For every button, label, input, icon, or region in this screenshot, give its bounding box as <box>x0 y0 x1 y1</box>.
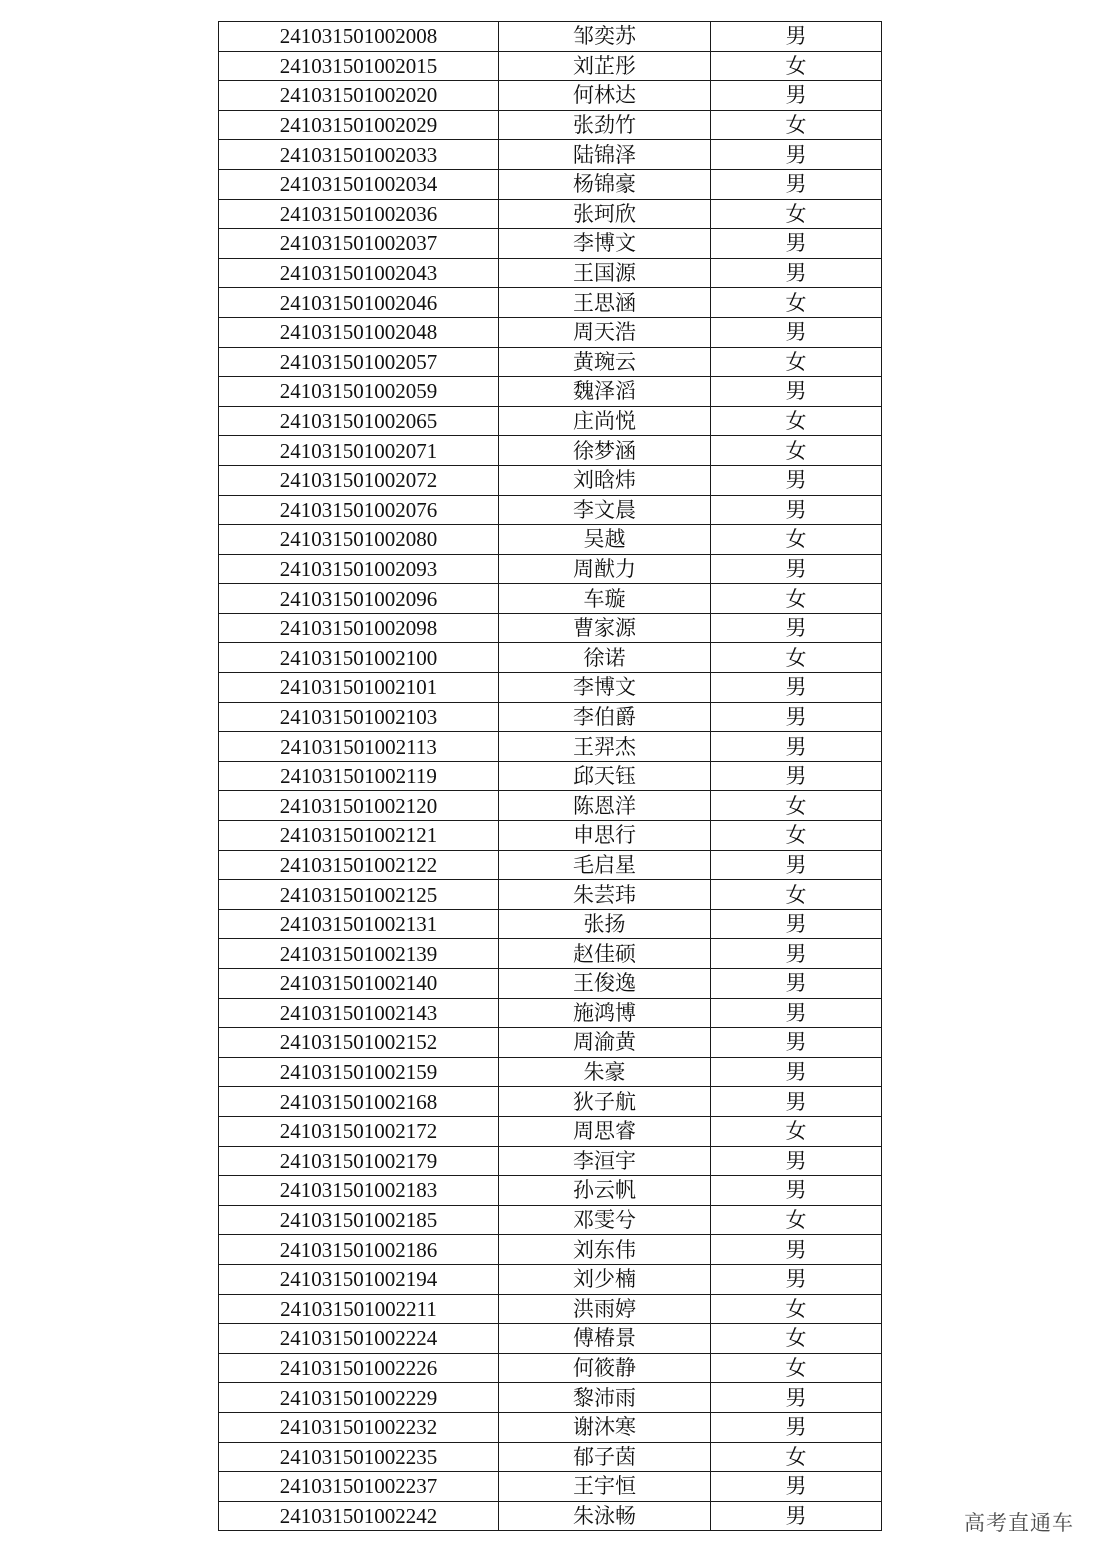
table-row <box>219 1442 882 1472</box>
cell-gender: 男 <box>711 1176 882 1206</box>
cell-student-id: 241031501002172 <box>219 1116 499 1146</box>
cell-student-id: 241031501002072 <box>219 465 499 495</box>
table-row <box>219 495 882 525</box>
cell-gender: 女 <box>711 51 882 81</box>
cell-gender: 女 <box>711 1353 882 1383</box>
watermark-text: 高考直通车 <box>964 1511 1074 1535</box>
table-row <box>219 1146 882 1176</box>
table-row <box>219 1028 882 1058</box>
cell-student-id: 241031501002185 <box>219 1205 499 1235</box>
table-row <box>219 317 882 347</box>
cell-student-id: 241031501002048 <box>219 317 499 347</box>
table-row <box>219 998 882 1028</box>
cell-gender: 男 <box>711 140 882 170</box>
table-row <box>219 1057 882 1087</box>
table-row <box>219 554 882 584</box>
cell-student-name: 谢沐寒 <box>499 1412 711 1442</box>
cell-student-name: 黄琬云 <box>499 347 711 377</box>
table-row <box>219 673 882 703</box>
cell-student-name: 车璇 <box>499 584 711 614</box>
cell-student-name: 魏泽滔 <box>499 377 711 407</box>
cell-student-id: 241031501002179 <box>219 1146 499 1176</box>
student-list-table <box>218 21 882 1531</box>
cell-student-id: 241031501002029 <box>219 110 499 140</box>
cell-gender: 男 <box>711 554 882 584</box>
cell-gender: 男 <box>711 673 882 703</box>
cell-student-name: 徐诺 <box>499 643 711 673</box>
cell-student-id: 241031501002033 <box>219 140 499 170</box>
cell-gender: 男 <box>711 317 882 347</box>
cell-student-name: 周思睿 <box>499 1116 711 1146</box>
cell-gender: 女 <box>711 525 882 555</box>
cell-student-id: 241031501002076 <box>219 495 499 525</box>
table-row <box>219 1294 882 1324</box>
table-row <box>219 525 882 555</box>
cell-gender: 男 <box>711 850 882 880</box>
table-row <box>219 140 882 170</box>
cell-gender: 男 <box>711 495 882 525</box>
cell-gender: 女 <box>711 436 882 466</box>
cell-student-id: 241031501002098 <box>219 613 499 643</box>
cell-student-id: 241031501002015 <box>219 51 499 81</box>
cell-gender: 女 <box>711 288 882 318</box>
cell-student-id: 241031501002043 <box>219 258 499 288</box>
cell-student-id: 241031501002008 <box>219 22 499 52</box>
cell-student-name: 王俊逸 <box>499 969 711 999</box>
cell-student-name: 周天浩 <box>499 317 711 347</box>
table-row <box>219 81 882 111</box>
cell-student-id: 241031501002211 <box>219 1294 499 1324</box>
table-row <box>219 821 882 851</box>
cell-student-name: 刘芷彤 <box>499 51 711 81</box>
cell-gender: 男 <box>711 465 882 495</box>
cell-gender: 女 <box>711 347 882 377</box>
cell-gender: 男 <box>711 258 882 288</box>
cell-student-id: 241031501002232 <box>219 1412 499 1442</box>
cell-student-id: 241031501002020 <box>219 81 499 111</box>
cell-gender: 女 <box>711 1324 882 1354</box>
cell-gender: 男 <box>711 939 882 969</box>
cell-gender: 男 <box>711 169 882 199</box>
cell-student-id: 241031501002229 <box>219 1383 499 1413</box>
table-row <box>219 791 882 821</box>
table-row <box>219 51 882 81</box>
cell-student-name: 黎沛雨 <box>499 1383 711 1413</box>
cell-student-id: 241031501002036 <box>219 199 499 229</box>
table-row <box>219 229 882 259</box>
cell-gender: 男 <box>711 1087 882 1117</box>
cell-student-id: 241031501002140 <box>219 969 499 999</box>
cell-student-id: 241031501002186 <box>219 1235 499 1265</box>
table-row <box>219 288 882 318</box>
table-row <box>219 1116 882 1146</box>
cell-gender: 男 <box>711 1501 882 1531</box>
table-row <box>219 1324 882 1354</box>
cell-student-id: 241031501002059 <box>219 377 499 407</box>
cell-gender: 女 <box>711 880 882 910</box>
cell-student-name: 张珂欣 <box>499 199 711 229</box>
cell-student-name: 陆锦泽 <box>499 140 711 170</box>
cell-student-id: 241031501002119 <box>219 761 499 791</box>
cell-student-name: 洪雨婷 <box>499 1294 711 1324</box>
cell-gender: 女 <box>711 1205 882 1235</box>
cell-student-name: 庄尚悦 <box>499 406 711 436</box>
cell-gender: 男 <box>711 22 882 52</box>
cell-student-id: 241031501002125 <box>219 880 499 910</box>
cell-gender: 女 <box>711 821 882 851</box>
cell-student-id: 241031501002226 <box>219 1353 499 1383</box>
cell-gender: 女 <box>711 406 882 436</box>
cell-student-id: 241031501002046 <box>219 288 499 318</box>
cell-student-name: 毛启星 <box>499 850 711 880</box>
cell-student-name: 朱泳畅 <box>499 1501 711 1531</box>
cell-student-id: 241031501002065 <box>219 406 499 436</box>
cell-student-name: 李博文 <box>499 229 711 259</box>
cell-gender: 女 <box>711 199 882 229</box>
table-row <box>219 110 882 140</box>
cell-gender: 男 <box>711 1383 882 1413</box>
table-row <box>219 22 882 52</box>
cell-student-name: 傅椿景 <box>499 1324 711 1354</box>
cell-student-name: 施鸿博 <box>499 998 711 1028</box>
cell-student-id: 241031501002224 <box>219 1324 499 1354</box>
cell-gender: 男 <box>711 1264 882 1294</box>
cell-gender: 男 <box>711 1028 882 1058</box>
table-row <box>219 1412 882 1442</box>
cell-student-name: 申思行 <box>499 821 711 851</box>
cell-gender: 女 <box>711 1442 882 1472</box>
cell-student-id: 241031501002143 <box>219 998 499 1028</box>
cell-student-name: 刘少楠 <box>499 1264 711 1294</box>
cell-student-name: 刘东伟 <box>499 1235 711 1265</box>
table-row <box>219 436 882 466</box>
cell-student-name: 赵佳硕 <box>499 939 711 969</box>
cell-student-name: 王思涵 <box>499 288 711 318</box>
cell-student-id: 241031501002152 <box>219 1028 499 1058</box>
table-row <box>219 643 882 673</box>
cell-student-id: 241031501002113 <box>219 732 499 762</box>
cell-student-name: 周渝黄 <box>499 1028 711 1058</box>
table-row <box>219 169 882 199</box>
cell-gender: 男 <box>711 909 882 939</box>
cell-student-name: 徐梦涵 <box>499 436 711 466</box>
cell-student-id: 241031501002120 <box>219 791 499 821</box>
cell-gender: 男 <box>711 998 882 1028</box>
cell-student-name: 李文晨 <box>499 495 711 525</box>
cell-gender: 女 <box>711 110 882 140</box>
cell-gender: 男 <box>711 969 882 999</box>
table-row <box>219 1205 882 1235</box>
cell-gender: 男 <box>711 613 882 643</box>
cell-student-id: 241031501002235 <box>219 1442 499 1472</box>
cell-student-id: 241031501002037 <box>219 229 499 259</box>
table-row <box>219 1383 882 1413</box>
table-row <box>219 613 882 643</box>
cell-gender: 女 <box>711 1294 882 1324</box>
cell-gender: 男 <box>711 761 882 791</box>
cell-student-id: 241031501002121 <box>219 821 499 851</box>
cell-student-name: 曹家源 <box>499 613 711 643</box>
cell-student-name: 邓雯兮 <box>499 1205 711 1235</box>
cell-student-id: 241031501002096 <box>219 584 499 614</box>
table-row <box>219 406 882 436</box>
cell-student-name: 朱豪 <box>499 1057 711 1087</box>
table-body <box>219 22 882 1531</box>
cell-student-id: 241031501002034 <box>219 169 499 199</box>
cell-gender: 男 <box>711 1235 882 1265</box>
cell-gender: 女 <box>711 643 882 673</box>
table-row <box>219 1087 882 1117</box>
cell-gender: 男 <box>711 1412 882 1442</box>
table-row <box>219 199 882 229</box>
cell-student-name: 郁子茵 <box>499 1442 711 1472</box>
cell-student-id: 241031501002080 <box>219 525 499 555</box>
table-row <box>219 584 882 614</box>
cell-gender: 男 <box>711 1472 882 1502</box>
cell-student-name: 张劲竹 <box>499 110 711 140</box>
cell-student-id: 241031501002101 <box>219 673 499 703</box>
cell-student-id: 241031501002071 <box>219 436 499 466</box>
cell-gender: 男 <box>711 702 882 732</box>
table-row <box>219 1264 882 1294</box>
cell-student-id: 241031501002057 <box>219 347 499 377</box>
cell-student-id: 241031501002237 <box>219 1472 499 1502</box>
cell-student-id: 241031501002139 <box>219 939 499 969</box>
cell-student-name: 王国源 <box>499 258 711 288</box>
cell-student-name: 李伯爵 <box>499 702 711 732</box>
cell-student-id: 241031501002122 <box>219 850 499 880</box>
cell-student-name: 周猷力 <box>499 554 711 584</box>
cell-student-name: 何林达 <box>499 81 711 111</box>
cell-student-id: 241031501002100 <box>219 643 499 673</box>
cell-student-name: 刘晗炜 <box>499 465 711 495</box>
cell-gender: 男 <box>711 81 882 111</box>
cell-student-id: 241031501002194 <box>219 1264 499 1294</box>
cell-student-id: 241031501002093 <box>219 554 499 584</box>
table-row <box>219 347 882 377</box>
table-row <box>219 1472 882 1502</box>
table-row <box>219 1353 882 1383</box>
cell-student-id: 241031501002103 <box>219 702 499 732</box>
cell-gender: 男 <box>711 377 882 407</box>
cell-student-name: 陈恩洋 <box>499 791 711 821</box>
table-row <box>219 1176 882 1206</box>
cell-student-name: 吴越 <box>499 525 711 555</box>
table-row <box>219 258 882 288</box>
cell-gender: 男 <box>711 1146 882 1176</box>
cell-student-name: 邱天钰 <box>499 761 711 791</box>
table-row <box>219 702 882 732</box>
cell-student-name: 李洹宇 <box>499 1146 711 1176</box>
table-row <box>219 909 882 939</box>
table-row <box>219 761 882 791</box>
cell-student-name: 张扬 <box>499 909 711 939</box>
cell-student-name: 何筱静 <box>499 1353 711 1383</box>
table-row <box>219 732 882 762</box>
table-row <box>219 939 882 969</box>
table-row <box>219 1501 882 1531</box>
table-row <box>219 969 882 999</box>
cell-gender: 男 <box>711 732 882 762</box>
cell-gender: 男 <box>711 229 882 259</box>
cell-student-name: 王羿杰 <box>499 732 711 762</box>
cell-student-name: 杨锦豪 <box>499 169 711 199</box>
cell-student-name: 李博文 <box>499 673 711 703</box>
table-row <box>219 465 882 495</box>
cell-student-id: 241031501002131 <box>219 909 499 939</box>
cell-gender: 女 <box>711 791 882 821</box>
cell-student-name: 狄子航 <box>499 1087 711 1117</box>
cell-student-name: 朱芸玮 <box>499 880 711 910</box>
table-row <box>219 880 882 910</box>
cell-student-id: 241031501002242 <box>219 1501 499 1531</box>
cell-student-name: 王宇恒 <box>499 1472 711 1502</box>
cell-gender: 男 <box>711 1057 882 1087</box>
table-row <box>219 1235 882 1265</box>
cell-student-name: 邹奕苏 <box>499 22 711 52</box>
table-row <box>219 850 882 880</box>
cell-student-id: 241031501002168 <box>219 1087 499 1117</box>
cell-student-id: 241031501002183 <box>219 1176 499 1206</box>
cell-student-name: 孙云帆 <box>499 1176 711 1206</box>
cell-gender: 女 <box>711 584 882 614</box>
cell-gender: 女 <box>711 1116 882 1146</box>
cell-student-id: 241031501002159 <box>219 1057 499 1087</box>
table-row <box>219 377 882 407</box>
